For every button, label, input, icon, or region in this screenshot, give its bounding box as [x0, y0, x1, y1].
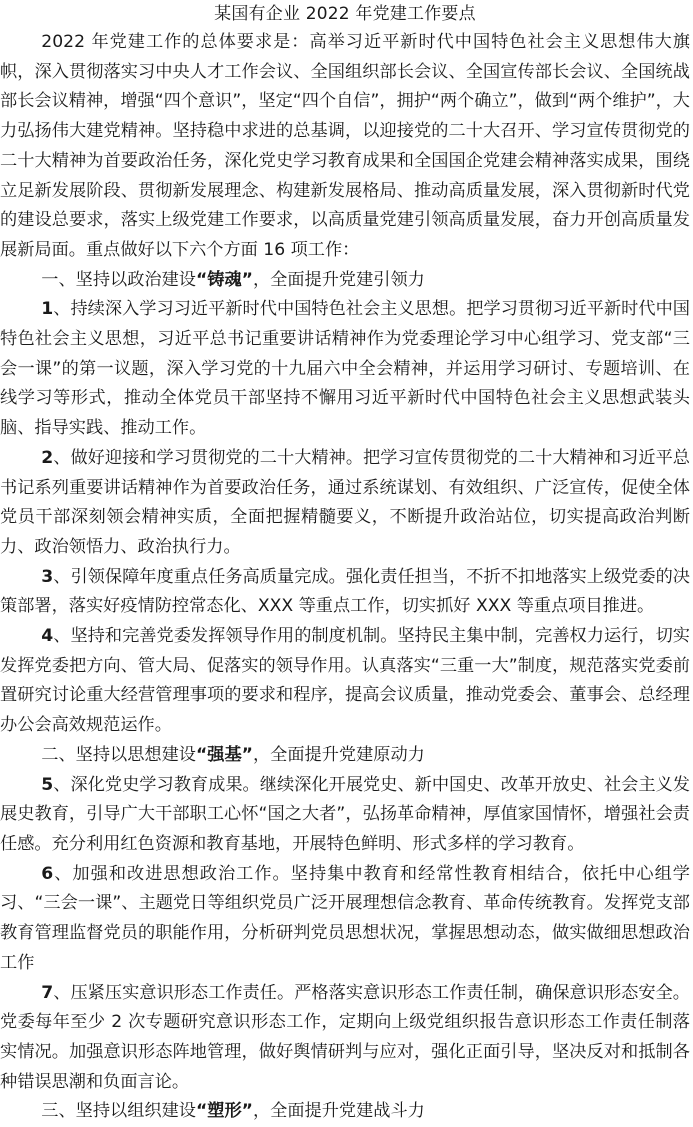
item-text: 、加强和改进思想政治工作。坚持集中教育和经常性教育相结合，依托中心组学习、“三会一课”、主题党日等组织党员广泛开展理想信念教育、革命传统教育。发挥党支部教育管理监督党员的职能作用，分析研判党员思想状况，掌握思想动态，做实做细思想政治工作: [0, 863, 690, 973]
section-heading-prefix: 二、坚持以思想建设: [41, 744, 196, 765]
item-text: 、做好迎接和学习贯彻党的二十大精神。把学习宣传贯彻党的二十大精神和习近平总书记系列重要讲话精神作为首要政治任务，通过系统谋划、有效组织、广泛宣传，促使全体党员干部深刻领会精神实质，全面把握精髓要义，不断提升政治站位，切实提高政治判断力、政治领悟力、政治执行力。: [0, 447, 690, 557]
item-number: 5: [41, 774, 54, 795]
document-title: 某国有企业 2022 年党建工作要点: [214, 4, 476, 24]
item-text: 、压紧压实意识形态工作责任。严格落实意识形态工作责任制，确保意识形态安全。党委每年至少 2 次专题研究意识形态工作，定期向上级党组织报告意识形态工作责任制落实情况。加强意识形态阵地管理，做好舆情研判与应对，强化正面引导，坚决反对和抵制各种错误思潮和负面言论。: [0, 982, 690, 1092]
item-paragraph-7: [0, 979, 690, 1098]
section-heading-3: [0, 1097, 690, 1127]
item-paragraph-3: [0, 563, 690, 622]
section-heading-prefix: 三、坚持以组织建设: [41, 1101, 196, 1122]
section-heading-suffix: ，全面提升党建原动力: [252, 744, 425, 765]
item-paragraph-1: [0, 295, 690, 444]
item-number: 2: [41, 447, 54, 468]
section-heading-2: [0, 741, 690, 771]
item-number: 1: [41, 299, 54, 320]
item-number: 4: [41, 626, 54, 647]
section-heading-1: [0, 266, 690, 296]
item-text: 、坚持和完善党委发挥领导作用的制度机制。坚持民主集中制，完善权力运行，切实发挥党委把方向、管大局、促落实的领导作用。认真落实“三重一大”制度，规范落实党委前置研究讨论重大经营管理事项的要求和程序，提高会议质量，推动党委会、董事会、总经理办公会高效规范运作。: [0, 626, 690, 736]
section-heading-keyword: “塑形”: [195, 1101, 253, 1122]
item-text: 、深化党史学习教育成果。继续深化开展党史、新中国史、改革开放史、社会主义发展史教育，引导广大干部职工心怀“国之大者”，弘扬革命精神，厚值家国情怀，增强社会责任感。充分利用红色资源和教育基地，开展特色鲜明、形式多样的学习教育。: [0, 774, 690, 854]
item-paragraph-6: [0, 860, 690, 979]
item-text: 、持续深入学习习近平新时代中国特色社会主义思想。把学习贯彻习近平新时代中国特色社会主义思想，习近平总书记重要讲话精神作为党委理论学习中心组学习、党支部“三会一课”的第一议题，深入学习党的十九届六中全会精神，并运用学习研讨、专题培训、在线学习等形式，推动全体党员干部坚持不懈用习近平新时代中国特色社会主义思想武装头脑、指导实践、推动工作。: [0, 299, 690, 439]
intro-paragraph: 2022 年党建工作的总体要求是：高举习近平新时代中国特色社会主义思想伟大旗帜，深入贯彻落实习中央人才工作会议、全国组织部长会议、全国宣传部长会议、全国统战部长会议精神，增强“四个意识”，坚定“四个自信”，拥护“两个确立”，做到“两个维护”，大力弘扬伟大建党精神。坚持稳中求进的总基调，以迎接党的二十大召开、学习宣传贯彻党的二十大精神为首要政治任务，深化党史学习教育成果和全国国企党建会精神落实成果，围绕立足新发展阶段、贯彻新发展理念、构建新发展格局、推动高质量发展，深入贯彻新时代党的建设总要求，落实上级党建工作要求，以高质量党建引领高质量发展，奋力开创高质量发展新局面。重点做好以下六个方面 16 项工作：: [0, 32, 690, 260]
section-heading-keyword: “铸魂”: [195, 269, 253, 290]
item-number: 7: [41, 982, 54, 1003]
section-heading-prefix: 一、坚持以政治建设: [41, 269, 196, 290]
section-heading-suffix: ，全面提升党建引领力: [252, 269, 425, 290]
item-paragraph-4: [0, 622, 690, 741]
item-paragraph-5: [0, 771, 690, 860]
item-number: 6: [41, 863, 54, 884]
item-text: 、引领保障年度重点任务高质量完成。强化责任担当，不折不扣地落实上级党委的决策部署，落实好疫情防控常态化、XXX 等重点工作，切实抓好 XXX 等重点项目推进。: [0, 566, 690, 617]
section-heading-keyword: “强基”: [195, 744, 253, 765]
item-paragraph-2: [0, 444, 690, 563]
item-number: 3: [41, 566, 54, 587]
section-heading-suffix: ，全面提升党建战斗力: [252, 1101, 425, 1122]
